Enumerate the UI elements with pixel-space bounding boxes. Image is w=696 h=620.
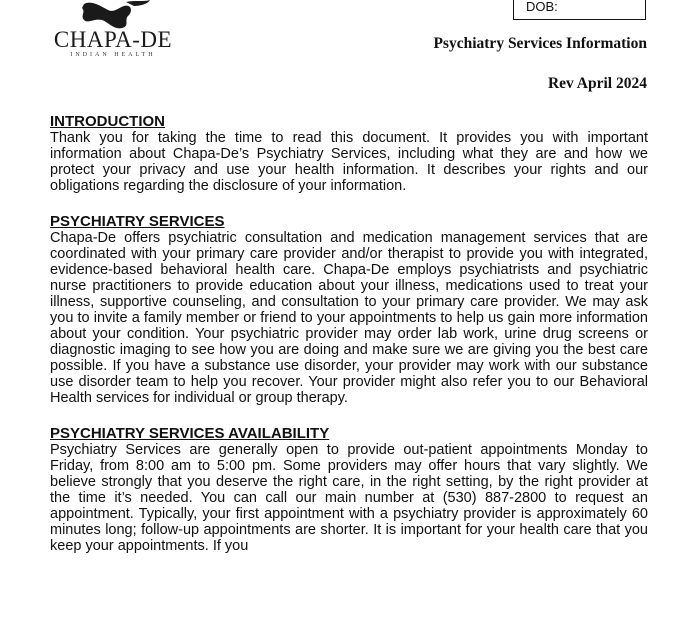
section-body: Chapa-De offers psychiatric consultation and medication management services that are coordinated with your primary care provider and/or therapist to provide you with integrated, evidence-based behavioral health care. Chapa-De employs psychiatrists and psychiatric nurse practitioners to provide education about your illness, medications used to treat your illness, supportive counseling, and consultation to your primary care provider. We may ask you to invite a family member or friend to your appointments to help us gain more information about your condition. Your psychiatric provider may order lab work, urine drug screens or diagnostic imaging to see how you are doing and make sure we are giving you the best care possible. If you have a substance use disorder, your provider may work with our substance use disorder team to help you recover. Your provider might also refer you to our Behavioral Health services for individual or group therapy. <box>50 230 648 406</box>
logo-emblem-icon <box>78 0 158 30</box>
logo-subtitle: INDIAN HEALTH <box>70 52 156 58</box>
dob-field[interactable] <box>513 0 646 20</box>
section-heading: PSYCHIATRY SERVICES <box>50 213 225 230</box>
section-body: Thank you for taking the time to read this document. It provides you with important information about Chapa-De’s Psychiatry Services, including what they are and how we protect your privacy and use your health information. It describes your rights and our obligations regarding the disclosure of your information. <box>50 130 648 194</box>
logo-name: CHAPA-DE <box>53 27 173 52</box>
section-body: Psychiatry Services are generally open to provide out-patient appointments Monday to Friday, from 8:00 am to 5:00 pm. Some providers may offer hours that vary slightly. We believe strongly that you deserve the right care, in the right setting, by the right provider at the time it’s needed. You can call our main number at (530) 887-2800 to request an appointment. Typically, your first appointment with a psychiatry provider is approximately 60 minutes long; follow-up appointments are shorter. It is important for your health care that you keep your appointments. If you <box>50 442 648 554</box>
section-heading: INTRODUCTION <box>50 113 165 130</box>
dob-label: DOB: <box>526 0 558 14</box>
section-availability <box>50 425 648 554</box>
section-heading: PSYCHIATRY SERVICES AVAILABILITY <box>50 425 330 442</box>
chapa-de-logo <box>50 0 176 62</box>
section-introduction <box>50 113 648 194</box>
revision-date: Rev April 2024 <box>547 75 647 92</box>
document-content <box>50 113 648 573</box>
section-psychiatry-services <box>50 213 648 406</box>
document-title: Psychiatry Services Information <box>433 35 647 52</box>
